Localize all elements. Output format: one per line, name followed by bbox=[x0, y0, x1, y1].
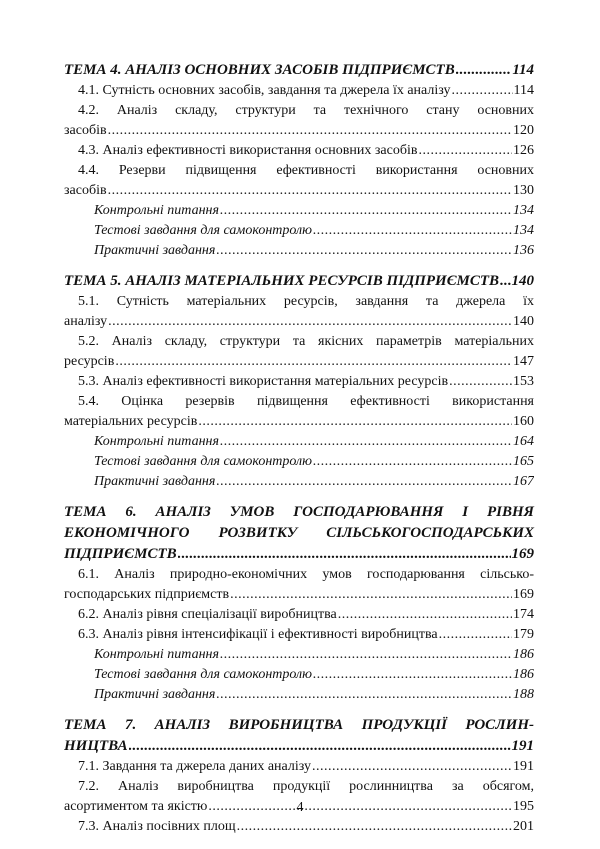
entry-title: 7.3. Аналіз посівних площ bbox=[78, 819, 236, 834]
page-ref: 153 bbox=[513, 374, 534, 389]
toc-section-5 bbox=[64, 271, 534, 492]
page-ref: 186 bbox=[513, 647, 534, 662]
page-ref: 114 bbox=[512, 62, 534, 78]
toc-entry[interactable] bbox=[64, 605, 534, 625]
toc-entry-line1[interactable]: 4.2. Аналіз складу, структури та технічного стану основних bbox=[78, 103, 534, 118]
leader-dots bbox=[108, 312, 512, 332]
toc-entry[interactable] bbox=[64, 412, 534, 432]
leader-dots bbox=[220, 432, 512, 452]
page-ref: 191 bbox=[513, 759, 534, 774]
entry-title: засобів bbox=[64, 183, 107, 198]
toc-entry-line1[interactable]: 5.1. Сутність матеріальних ресурсів, завдання та джерела їх bbox=[78, 294, 534, 309]
toc-subentry[interactable] bbox=[64, 452, 534, 472]
page-ref: 160 bbox=[513, 414, 534, 429]
toc-heading[interactable] bbox=[64, 544, 534, 565]
toc-heading[interactable] bbox=[64, 271, 534, 292]
table-of-contents bbox=[64, 60, 534, 847]
leader-dots bbox=[313, 665, 512, 685]
toc-entry[interactable] bbox=[64, 625, 534, 645]
entry-title: 4.1. Сутність основних засобів, завдання та джерела їх аналізу bbox=[78, 83, 451, 98]
leader-dots bbox=[108, 181, 512, 201]
leader-dots bbox=[129, 736, 511, 757]
page-ref: 191 bbox=[511, 738, 534, 754]
leader-dots bbox=[216, 472, 512, 492]
page-ref: 126 bbox=[513, 143, 534, 158]
toc-entry[interactable] bbox=[64, 817, 534, 837]
entry-title: засобів bbox=[64, 123, 107, 138]
toc-entry[interactable] bbox=[64, 372, 534, 392]
entry-title: Практичні завдання bbox=[94, 474, 216, 489]
toc-heading-line1[interactable]: ТЕМА 6. АНАЛІЗ УМОВ ГОСПОДАРЮВАННЯ І РІВНЯ bbox=[64, 504, 534, 520]
toc-section-6 bbox=[64, 502, 534, 705]
leader-dots bbox=[220, 201, 512, 221]
entry-title: ресурсів bbox=[64, 354, 115, 369]
page-ref: 195 bbox=[513, 799, 534, 814]
entry-title: 7.1. Завдання та джерела даних аналізу bbox=[78, 759, 311, 774]
page-ref: 120 bbox=[513, 123, 534, 138]
toc-heading-line2[interactable]: ЕКОНОМІЧНОГО РОЗВИТКУ СІЛЬСЬКОГОСПОДАРСЬКИХ bbox=[64, 525, 534, 541]
page-ref: 147 bbox=[513, 354, 534, 369]
page-ref: 201 bbox=[513, 819, 534, 834]
leader-dots bbox=[108, 121, 512, 141]
leader-dots bbox=[338, 605, 512, 625]
toc-subentry[interactable] bbox=[64, 472, 534, 492]
toc-section-7 bbox=[64, 715, 534, 837]
toc-heading-line1[interactable]: ТЕМА 7. АНАЛІЗ ВИРОБНИЦТВА ПРОДУКЦІЇ РОСЛИН- bbox=[64, 717, 534, 733]
leader-dots bbox=[418, 141, 512, 161]
toc-entry-line1[interactable]: 7.2. Аналіз виробництва продукції рослинництва за обсягом, bbox=[78, 779, 534, 794]
toc-entry-line1[interactable]: 5.2. Аналіз складу, структури та якісних параметрів матеріальних bbox=[78, 334, 534, 349]
entry-title: господарських підприємств bbox=[64, 587, 230, 602]
toc-subentry[interactable] bbox=[64, 645, 534, 665]
leader-dots bbox=[313, 221, 512, 241]
toc-subentry[interactable] bbox=[64, 432, 534, 452]
toc-subentry[interactable] bbox=[64, 201, 534, 221]
leader-dots bbox=[312, 757, 512, 777]
page-ref: 140 bbox=[511, 273, 534, 289]
page-ref: 186 bbox=[513, 667, 534, 682]
leader-dots bbox=[237, 817, 512, 837]
heading-title: ТЕМА 5. АНАЛІЗ МАТЕРІАЛЬНИХ РЕСУРСІВ ПІДПРИЄМСТВ bbox=[64, 273, 500, 289]
page-ref: 169 bbox=[511, 546, 534, 562]
entry-title: Контрольні питання bbox=[94, 647, 219, 662]
entry-title: 4.3. Аналіз ефективності використання основних засобів bbox=[78, 143, 418, 158]
entry-title: асортиментом та якістю bbox=[64, 799, 208, 814]
entry-title: Практичні завдання bbox=[94, 243, 216, 258]
toc-heading[interactable] bbox=[64, 736, 534, 757]
leader-dots bbox=[452, 81, 513, 101]
toc-subentry[interactable] bbox=[64, 685, 534, 705]
leader-dots bbox=[178, 544, 511, 565]
page-number: 4 bbox=[296, 800, 304, 815]
heading-title: ТЕМА 4. АНАЛІЗ ОСНОВНИХ ЗАСОБІВ ПІДПРИЄМСТВ bbox=[64, 62, 455, 78]
entry-title: Контрольні питання bbox=[94, 203, 219, 218]
leader-dots bbox=[216, 685, 512, 705]
toc-subentry[interactable] bbox=[64, 221, 534, 241]
entry-title: Тестові завдання для самоконтролю bbox=[94, 667, 313, 682]
toc-subentry[interactable] bbox=[64, 665, 534, 685]
page-ref: 114 bbox=[513, 83, 534, 98]
toc-entry[interactable] bbox=[64, 312, 534, 332]
page-ref: 134 bbox=[513, 203, 534, 218]
leader-dots bbox=[313, 452, 512, 472]
page-ref: 130 bbox=[513, 183, 534, 198]
page-ref: 179 bbox=[513, 627, 534, 642]
entry-title: 6.3. Аналіз рівня інтенсифікації і ефективності виробництва bbox=[78, 627, 438, 642]
page-ref: 174 bbox=[513, 607, 534, 622]
page-ref: 134 bbox=[513, 223, 534, 238]
heading-title: ПІДПРИЄМСТВ bbox=[64, 546, 177, 562]
entry-title: Тестові завдання для самоконтролю bbox=[94, 223, 313, 238]
toc-entry[interactable] bbox=[64, 352, 534, 372]
leader-dots bbox=[439, 625, 512, 645]
page-ref: 140 bbox=[513, 314, 534, 329]
entry-title: Тестові завдання для самоконтролю bbox=[94, 454, 313, 469]
leader-dots bbox=[216, 241, 512, 261]
leader-dots bbox=[230, 585, 512, 605]
toc-entry-line1[interactable]: 6.1. Аналіз природно-економічних умов господарювання сільсько- bbox=[78, 567, 534, 582]
page-ref: 136 bbox=[513, 243, 534, 258]
heading-title: НИЦТВА bbox=[64, 738, 128, 754]
leader-dots bbox=[500, 271, 510, 292]
toc-subentry[interactable] bbox=[64, 241, 534, 261]
toc-entry-line1[interactable]: 5.4. Оцінка резервів підвищення ефективності використання bbox=[78, 394, 534, 409]
toc-entry[interactable] bbox=[64, 81, 534, 101]
entry-title: 5.3. Аналіз ефективності використання матеріальних ресурсів bbox=[78, 374, 449, 389]
leader-dots bbox=[456, 60, 512, 81]
toc-heading[interactable] bbox=[64, 60, 534, 81]
toc-entry[interactable] bbox=[64, 757, 534, 777]
entry-title: 6.2. Аналіз рівня спеціалізації виробництва bbox=[78, 607, 337, 622]
page-ref: 164 bbox=[513, 434, 534, 449]
entry-title: Практичні завдання bbox=[94, 687, 216, 702]
toc-section-4 bbox=[64, 60, 534, 261]
toc-entry-line1[interactable]: 4.4. Резерви підвищення ефективності використання основних bbox=[78, 163, 534, 178]
entry-title: Контрольні питання bbox=[94, 434, 219, 449]
leader-dots bbox=[220, 645, 512, 665]
leader-dots bbox=[449, 372, 512, 392]
page-ref: 167 bbox=[513, 474, 534, 489]
toc-entry[interactable] bbox=[64, 121, 534, 141]
toc-entry[interactable] bbox=[64, 181, 534, 201]
toc-entry[interactable] bbox=[64, 585, 534, 605]
entry-title: аналізу bbox=[64, 314, 108, 329]
leader-dots bbox=[198, 412, 512, 432]
entry-title: матеріальних ресурсів bbox=[64, 414, 198, 429]
page-ref: 165 bbox=[513, 454, 534, 469]
leader-dots bbox=[115, 352, 512, 372]
toc-entry[interactable] bbox=[64, 141, 534, 161]
page-ref: 188 bbox=[513, 687, 534, 702]
page-ref: 169 bbox=[513, 587, 534, 602]
